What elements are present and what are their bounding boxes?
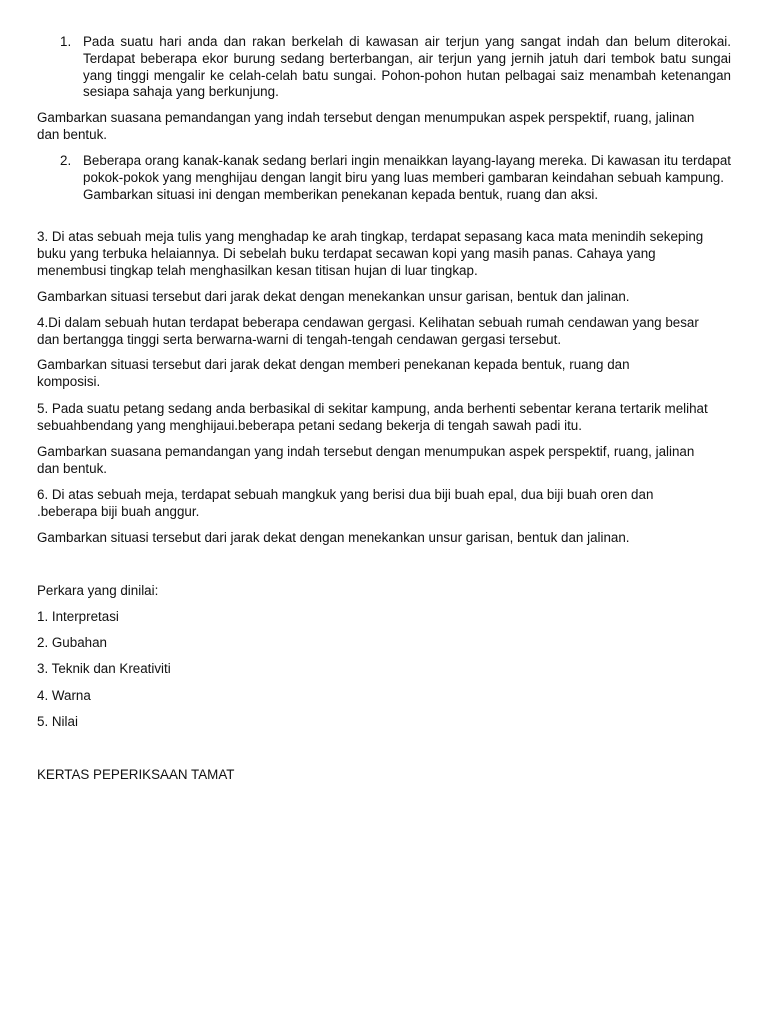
question-6-text: 6. Di atas sebuah meja, terdapat sebuah mangkuk yang berisi dua biji buah epal, dua biji buah oren dan .beberapa biji buah anggur. xyxy=(37,487,654,519)
question-5-text: 5. Pada suatu petang sedang anda berbasikal di sekitar kampung, anda berhenti sebentar kerana tertarik melihat sebuahbendang yang menghijaui.beberapa petani sedang bekerja di tengah sawah padi itu. xyxy=(37,401,708,433)
question-2 xyxy=(60,153,731,203)
question-5-instruction: Gambarkan suasana pemandangan yang indah tersebut dengan menumpukan aspek perspektif, ruang, jalinan dan bentuk. xyxy=(37,444,695,476)
criteria-item: 5. Nilai xyxy=(37,714,78,729)
question-1-number: 1. xyxy=(60,34,72,49)
criteria-item: 2. Gubahan xyxy=(37,635,107,650)
question-2-text: Beberapa orang kanak-kanak sedang berlari ingin menaikkan layang-layang mereka. Di kawasan itu terdapat pokok-pokok yang menghijau dengan langit biru yang luas memberi gambaran keindahan sebuah kampung. xyxy=(83,153,731,185)
criteria-item: 3. Teknik dan Kreativiti xyxy=(37,661,171,676)
question-2-instruction: Gambarkan situasi ini dengan memberikan penekanan kepada bentuk, ruang dan aksi. xyxy=(83,186,599,202)
criteria-heading: Perkara yang dinilai: xyxy=(37,583,159,598)
end-of-paper-note: KERTAS PEPERIKSAAN TAMAT xyxy=(37,767,235,782)
question-1-instruction: Gambarkan suasana pemandangan yang indah tersebut dengan menumpukan aspek perspektif, ruang, jalinan dan bentuk. xyxy=(37,110,695,142)
question-2-number: 2. xyxy=(60,153,72,168)
question-6-instruction: Gambarkan situasi tersebut dari jarak dekat dengan menekankan unsur garisan, bentuk dan jalinan. xyxy=(37,530,630,545)
question-3-text: 3. Di atas sebuah meja tulis yang menghadap ke arah tingkap, terdapat sepasang kaca mata menindih sekeping buku yang terbuka helaiannya. Di sebelah buku terdapat secawan kopi yang masih panas. Cahaya yang menembusi tingkap telah menghasilkan kesan titisan hujan di luar tingkap. xyxy=(37,229,704,278)
question-4-text: 4.Di dalam sebuah hutan terdapat beberapa cendawan gergasi. Kelihatan sebuah rumah cendawan yang besar dan bertangga tinggi serta berwarna-warni di tengah-tengah cendawan gergasi tersebut. xyxy=(37,315,699,347)
criteria-item: 4. Warna xyxy=(37,688,91,703)
criteria-item: 1. Interpretasi xyxy=(37,609,119,624)
question-4-instruction: Gambarkan situasi tersebut dari jarak dekat dengan memberi penekanan kepada bentuk, ruang dan komposisi. xyxy=(37,357,630,389)
question-1 xyxy=(60,34,731,101)
question-1-text: Pada suatu hari anda dan rakan berkelah di kawasan air terjun yang sangat indah dan belum diterokai. Terdapat beberapa ekor burung sedang berterbangan, air terjun yang jernih jatuh dari tembok batu sungai yang tinggi mengalir ke celah-celah batu sungai. Pohon-pohon hutan pelbagai saiz menambah ketenangan sesiapa sahaja yang berkunjung. xyxy=(83,34,731,100)
question-3-instruction: Gambarkan situasi tersebut dari jarak dekat dengan menekankan unsur garisan, bentuk dan jalinan. xyxy=(37,289,630,304)
